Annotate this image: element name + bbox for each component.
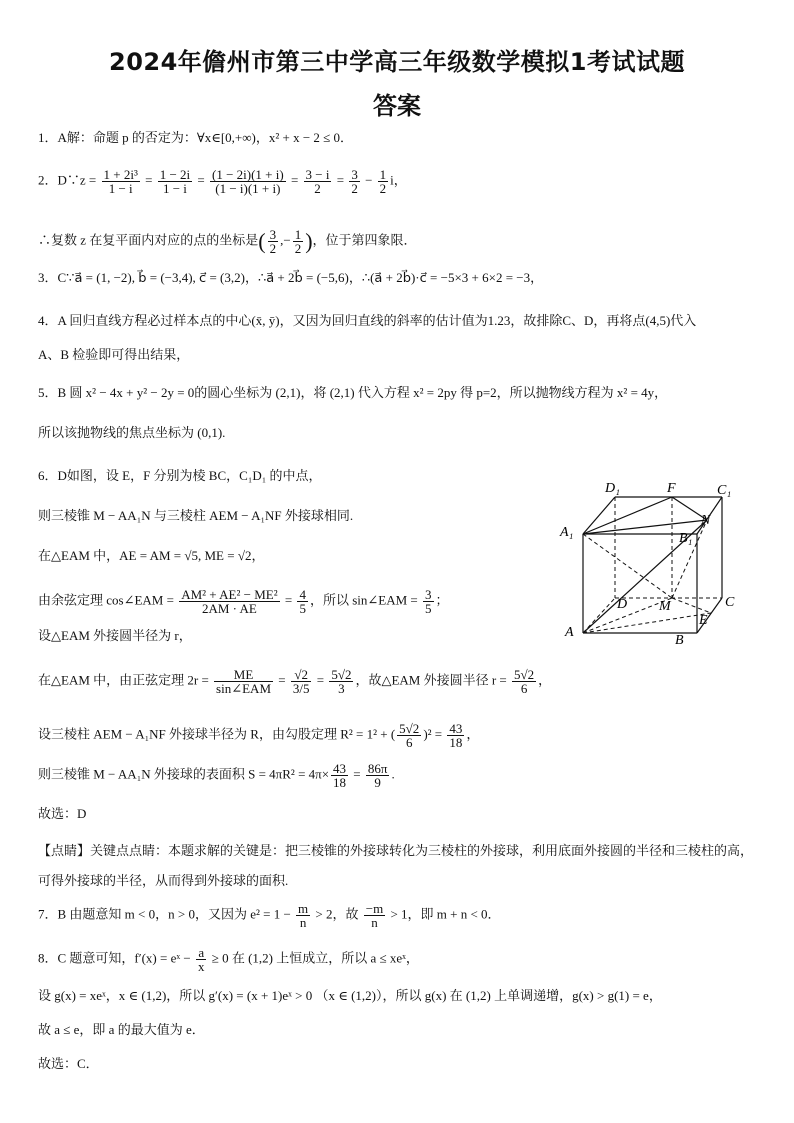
answer-1: 1．A解：命题 p 的否定为：∀x∈[0,+∞)，x² + x − 2 ≤ 0． xyxy=(38,130,354,145)
answer-6-line-7: 设三棱柱 AEM − A₁NF 外接球半径为 R，由勾股定理 R² = 1² + ( $\frac{5√2}{6}$ )² = $\frac{43}{18}$ ， xyxy=(38,721,480,750)
page-subtitle: 答案 xyxy=(373,92,421,120)
label-B: B xyxy=(675,633,684,648)
label-C1: C₁ xyxy=(717,483,732,498)
answer-4-line-1: 4．A 回归直线方程必过样本点的中心(x̄, ȳ)，又因为回归直线的斜率的估计值为1.23，故排除C、D，再将点(4,5)代入 xyxy=(38,313,697,328)
answer-6-line-2: 则三棱锥 M − AA₁N 与三棱柱 AEM − A₁NF 外接球相同. xyxy=(38,508,354,523)
answer-8-line-4: 故选：C． xyxy=(38,1056,99,1071)
answer-8-line-2: 设 g(x) = xeˣ，x ∈ (1,2)，所以 g′(x) = (x + 1)eˣ > 0 （x ∈ (1,2)），所以 g(x) 在 (1,2) 上单调递增，g(x) > g(1) = e， xyxy=(38,988,662,1003)
answer-7: 7．B 由题意知 m < 0，n > 0，又因为 e² = 1 − $\frac{m}{n}$ > 2，故 $\frac{-m}{n}$ > 1，即 m + n < 0． xyxy=(38,901,501,930)
label-N: N xyxy=(701,513,711,528)
label-A: A xyxy=(565,625,574,640)
label-D: D xyxy=(617,597,628,612)
answer-4-line-2: A、B 检验即可得出结果， xyxy=(38,347,190,362)
answer-6-line-6: 在△EAM 中，由正弦定理 2r = $\frac{ME}{\text{sin∠EAM}}$ = $\frac{√2}{3/5}$ = $\frac{5√2}{3}$ ，故△EAM 外接圆半径 r = $\frac{5√2}{6}$ ， xyxy=(38,667,552,696)
cube-figure xyxy=(555,478,775,650)
label-C: C xyxy=(725,595,735,610)
label-M: M xyxy=(659,599,671,614)
label-B1: B₁ xyxy=(679,531,693,546)
label-D1: D₁ xyxy=(605,481,620,496)
answer-3: 3．C∵a⃗ = (1, −2), b⃗ = (−3,4), c⃗ = (3,2)，∴a⃗ + 2b⃗ = (−5,6)，∴(a⃗ + 2b⃗)·c⃗ = −5×3 + 6×2 = −3， xyxy=(38,270,544,285)
answer-6-line-3: 在△EAM 中，AE = AM = √5, ME = √2， xyxy=(38,548,265,563)
answer-6-line-5: 设△EAM 外接圆半径为 r， xyxy=(38,628,192,643)
answer-2-line-2: ∴复数 z 在复平面内对应的点的坐标是( $\frac{3}{2}$ ,− $\frac{1}{2}$ )，位于第四象限． xyxy=(38,227,417,256)
answer-6-line-1: 6．D如图，设 E，F 分别为棱 BC，C₁D₁ 的中点， xyxy=(38,468,322,483)
answer-5-line-2: 所以该抛物线的焦点坐标为 (0,1). xyxy=(38,425,226,440)
answer-8-line-3: 故 a ≤ e，即 a 的最大值为 e． xyxy=(38,1022,205,1037)
label-A1: A₁ xyxy=(560,525,574,540)
answer-2-line-1: 2．D∵z = $\frac{\text{1 + 2i³}}{1 - i}$ = $\frac{1 - 2i}{1 - i}$ = $\frac{(1 - 2i)(1 + i)}{(1 - i)(1 + i)}$ = $\frac{3 - i}{2}$ = $\frac{3}{2}$ − $\frac{1}{2}$ i， xyxy=(38,167,407,196)
answer-6-remark: 【点睛】关键点点睛：本题求解的关键是：把三棱锥的外接球转化为三棱柱的外接球，利用底面外接圆的半径和三棱柱的高，可得外接球的半径，从而得到外接球的面积. xyxy=(38,843,754,888)
answer-5-line-1: 5．B 圆 x² − 4x + y² − 2y = 0的圆心坐标为 (2,1)，将 (2,1) 代入方程 x² = 2py 得 p=2，所以抛物线方程为 x² = 4y， xyxy=(38,385,668,400)
answer-8-line-1: 8．C 题意可知，f′(x) = eˣ − $\frac{a}{x}$ ≥ 0 在 (1,2) 上恒成立，所以 a ≤ xeˣ， xyxy=(38,945,419,974)
page-title: 2024年儋州市第三中学高三年级数学模拟1考试试题 xyxy=(109,48,685,76)
label-F: F xyxy=(667,481,676,496)
answer-6-conclusion: 故选：D xyxy=(38,806,87,821)
label-E: E xyxy=(699,613,708,628)
answer-6-line-8: 则三棱锥 M − AA₁N 外接球的表面积 S = 4πR² = 4π× $\frac{43}{18}$ = $\frac{86\pi}{9}$ . xyxy=(38,761,395,790)
answer-6-line-4: 由余弦定理 cos∠EAM = $\frac{\text{AM² + AE² − ME²}}{2AM \cdot AE}$ = $\frac{4}{5}$ ，所以 sin∠EAM = $\frac{3}{5}$ ； xyxy=(38,587,449,616)
